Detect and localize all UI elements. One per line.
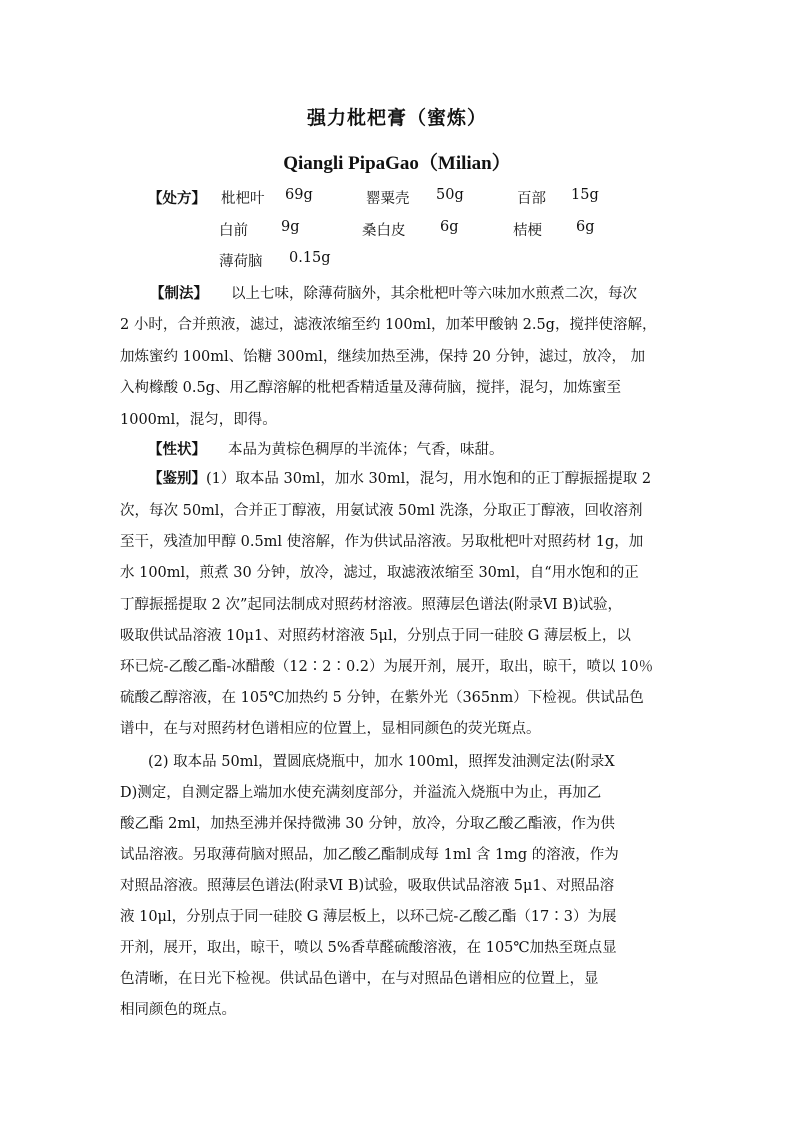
identification-line: 酸乙酯 2ml，加热至沸并保持微沸 30 分钟，放冷，分取乙酸乙酯液，作为供: [120, 816, 615, 832]
ingredient-amount: 6g: [576, 219, 595, 235]
ingredient-name: 薄荷脑: [219, 254, 263, 270]
ingredient-name: 桑白皮: [362, 223, 406, 239]
identification-line: 色清晰，在日光下检视。供试品色谱中，在与对照品色谱相应的位置上，显: [120, 971, 599, 987]
ingredient-name: 百部: [517, 191, 546, 207]
identification-line: 对照品溶液。照薄层色谱法(附录Ⅵ B)试验，吸取供试品溶液 5μ1、对照品溶: [120, 878, 615, 894]
identification-line: 水 100ml，煎煮 30 分钟，放冷，滤过，取滤液浓缩至 30ml，自“用水饱和的正: [120, 565, 639, 581]
identification-line: 吸取供试品溶液 10μ1、对照药材溶液 5μl，分别点于同一硅胶 G 薄层板上，以: [120, 628, 631, 644]
identification-line: 开剂，展开，取出，晾干，喷以 5%香草醛硫酸溶液，在 105℃加热至斑点显: [120, 940, 617, 956]
identification-line: (1）取本品 30ml，加水 30ml，混匀，用水饱和的正丁醇振摇提取 2: [206, 471, 652, 487]
formula-label: 【处方】: [148, 190, 206, 207]
preparation-line: 1000ml，混匀，即得。: [120, 412, 277, 428]
ingredient-amount: 9g: [281, 219, 300, 235]
preparation-label: 【制法】: [150, 285, 208, 302]
preparation-line: 2 小时，合并煎液，滤过，滤液浓缩至约 100ml，加苯甲酸钠 2.5g，搅拌使溶解，: [120, 317, 657, 333]
ingredient-name: 罂粟壳: [366, 191, 410, 207]
ingredient-amount: 69g: [285, 187, 313, 203]
identification-line: 环已烷-乙酸乙酯-冰醋酸（12∶2∶0.2）为展开剂，展开，取出，晾干，喷以 10％: [120, 659, 654, 675]
identification-line: 丁醇振摇提取 2 次”起同法制成对照药材溶液。照薄层色谱法(附录Ⅵ B)试验，: [120, 597, 623, 613]
preparation-line: 入枸橼酸 0.5g、用乙醇溶解的枇杷香精适量及薄荷脑，搅拌，混匀，加炼蜜至: [120, 380, 621, 396]
ingredient-amount: 6g: [440, 219, 459, 235]
identification-line: D)测定，自测定器上端加水使充满刻度部分，并溢流入烧瓶中为止，再加乙: [120, 785, 602, 801]
identification-line: 至干，残渣加甲醇 0.5ml 使溶解，作为供试品溶液。另取枇杷叶对照药材 1g，加: [120, 534, 644, 550]
ingredient-amount: 0.15g: [289, 250, 331, 266]
identification-line: 谱中，在与对照药材色谱相应的位置上，显相同颜色的荧光斑点。: [120, 721, 541, 737]
properties-text: 本品为黄棕色稠厚的半流体；气香，味甜。: [228, 442, 504, 458]
preparation-line: 以上七味，除薄荷脑外，其余枇杷叶等六味加水煎煮二次，每次: [231, 286, 637, 302]
identification-line: (2) 取本品 50ml，置圆底烧瓶中，加水 100ml，照挥发油测定法(附录Ⅹ: [148, 754, 615, 770]
identification-line: 次，每次 50ml，合并正丁醇液，用氨试液 50ml 洗涤，分取正丁醇液，回收溶剂: [120, 503, 643, 519]
ingredient-name: 枇杷叶: [221, 191, 265, 207]
ingredient-amount: 15g: [571, 187, 599, 203]
properties-label: 【性状】: [148, 441, 206, 458]
ingredient-name: 桔梗: [513, 223, 542, 239]
identification-line: 硫酸乙醇溶液，在 105℃加热约 5 分钟，在紫外光（365nm）下检视。供试品色: [120, 690, 644, 706]
page-subtitle: Qiangli PipaGao（Milian）: [283, 153, 511, 174]
preparation-line: 加炼蜜约 100ml、饴糖 300ml，继续加热至沸，保持 20 分钟，滤过，放冷， 加: [120, 349, 646, 365]
page-title: 强力枇杷膏（蜜炼）: [306, 107, 487, 129]
identification-label: 【鉴别】: [148, 470, 206, 487]
ingredient-amount: 50g: [436, 187, 464, 203]
identification-line: 液 10μl，分别点于同一硅胶 G 薄层板上，以环己烷-乙酸乙酯（17∶3）为展: [120, 909, 617, 925]
identification-line: 相同颜色的斑点。: [120, 1002, 236, 1018]
identification-line: 试品溶液。另取薄荷脑对照品，加乙酸乙酯制成每 1ml 含 1mg 的溶液，作为: [120, 847, 619, 863]
ingredient-name: 白前: [219, 223, 248, 239]
